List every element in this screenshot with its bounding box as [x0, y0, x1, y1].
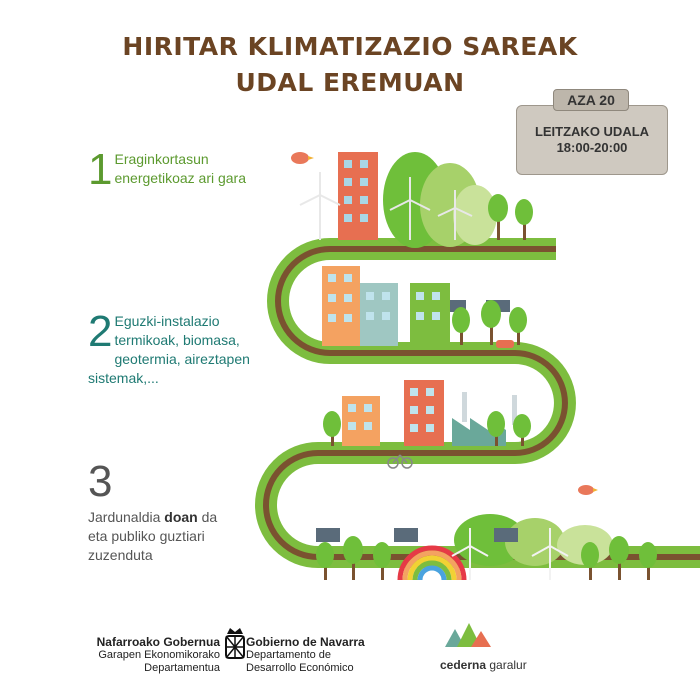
step-1-text: Eraginkortasun energetikoaz ari gara	[114, 151, 247, 186]
page-title-line2: UDAL EREMUAN	[235, 68, 465, 97]
cederna-credit	[440, 624, 560, 672]
step-2-text: Eguzki-instalazio termikoak, biomasa, geotermia, aireztapen sistemak,...	[88, 313, 250, 386]
level-1-scene	[291, 152, 533, 248]
navarra-eu-dept1: Garapen Ekonomikorako	[98, 649, 220, 661]
step-3-text-after: da eta publiko guztiari zuzenduta	[88, 509, 218, 563]
bird-icon	[578, 485, 598, 495]
step-3-number: 3	[88, 457, 113, 506]
factory-icon	[452, 392, 517, 446]
step-1-number: 1	[88, 145, 113, 194]
event-info-box	[516, 105, 668, 175]
navarra-es-dept1: Departamento de	[246, 649, 331, 661]
level-2-scene	[322, 266, 527, 348]
navarra-spanish-credit	[246, 636, 386, 675]
cederna-name-rest: garalur	[486, 658, 527, 672]
page-title-line1: HIRITAR KLIMATIZAZIO SAREAK	[122, 32, 578, 61]
step-2	[88, 307, 263, 388]
cederna-name-bold: cederna	[440, 658, 487, 672]
navarra-es-dept2: Desarrollo Económico	[246, 662, 354, 674]
tree-icon	[488, 194, 533, 240]
event-time: 18:00-20:00	[556, 140, 628, 155]
navarra-eu-name: Nafarroako Gobernua	[96, 635, 220, 649]
cederna-name	[440, 658, 560, 672]
step-3	[88, 457, 238, 565]
step-3-text-before: Jardunaldia	[88, 509, 161, 525]
bird-icon	[291, 152, 314, 164]
event-date: AZA 20	[553, 89, 629, 111]
step-3-text-bold: doan	[164, 509, 198, 525]
coat-of-arms-icon	[226, 628, 244, 658]
step-2-number: 2	[88, 307, 113, 356]
event-place: LEITZAKO UDALA	[534, 124, 650, 139]
navarra-eu-dept2: Departamentua	[144, 662, 220, 674]
navarra-es-name: Gobierno de Navarra	[246, 635, 365, 649]
navarra-basque-credit	[90, 636, 220, 675]
step-1	[88, 145, 258, 194]
